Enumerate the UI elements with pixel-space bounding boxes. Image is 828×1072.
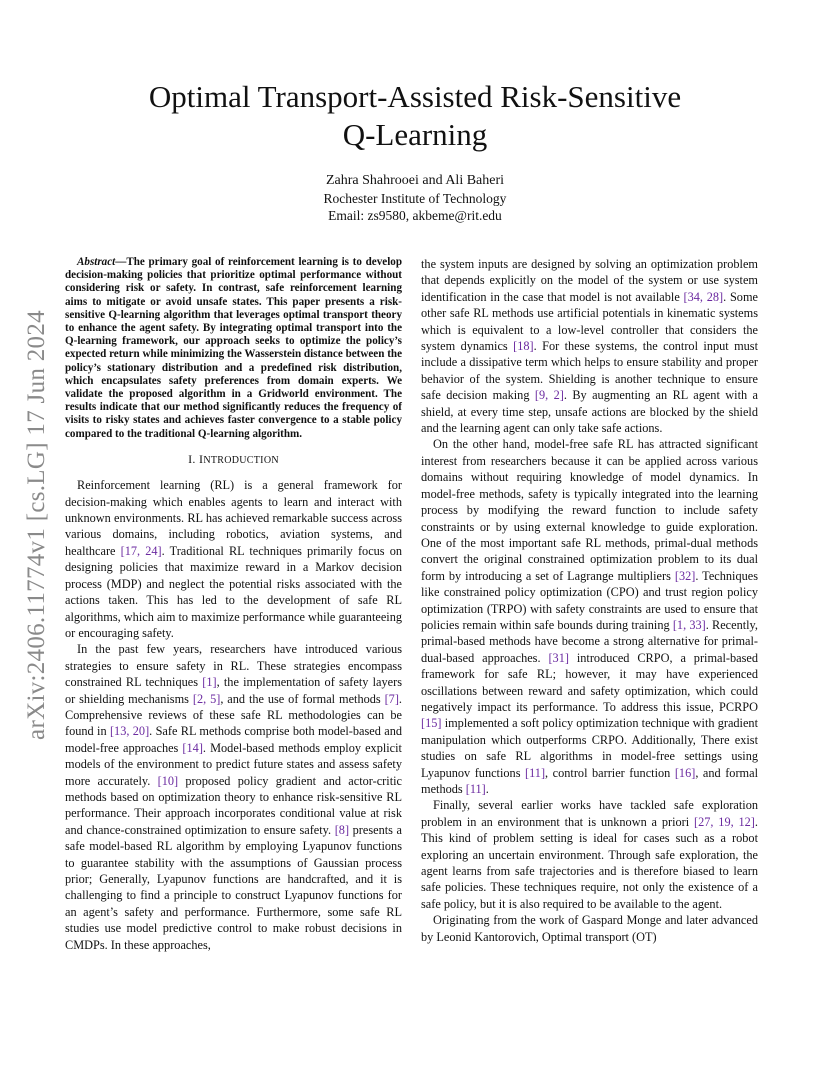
right-body-text [421,256,758,945]
citation-link[interactable]: [15] [421,716,442,731]
citation-link[interactable]: [10] [157,773,179,788]
paragraph-text: Originating from the work of Gaspard Monge and later advanced by Leonid Kantorovich, Optimal transport (OT) [421,913,758,944]
citation-link[interactable]: [32] [674,568,696,583]
citation-link[interactable]: [2, 5] [192,691,221,706]
paragraph-text: introduced CRPO, a primal-based framework for safe RL; however, it may have experienced oscillations between reward and safety optimization, which could negatively impact its performance. To address this issue, PCRPO [421,650,758,714]
citation-link[interactable]: [13, 20] [109,724,150,739]
citation-link[interactable]: [1] [202,675,217,690]
paragraph [421,256,758,436]
email: Email: zs9580, akbeme@rit.edu [328,208,502,223]
paragraph-text: . [485,782,489,796]
abstract [65,256,402,441]
citation-link[interactable]: [11] [465,782,486,796]
title-line-1: Optimal Transport-Assisted Risk-Sensitive [148,79,682,114]
paragraph-text: . Some other safe RL methods use artificial potentials in kinematic systems which is equivalent to a low-level controller that considers the system dynamics [421,289,758,354]
arxiv-identifier: arXiv:2406.11774v1 [cs.LG] 17 Jun 2024 [23,310,50,740]
citation-link[interactable]: [27, 19, 12] [694,814,755,829]
paragraph-text: . By augmenting an RL agent with a shield, at every time step, unsafe actions are blocked by the shield and the learning agent can only take safe actions. [421,388,758,436]
section-title-rest: NTRODUCTION [203,454,279,466]
citation-link[interactable]: [18] [513,339,534,354]
abstract-text: —The primary goal of reinforcement learning is to develop decision-making policies that prioritize optimal performance without considering risk or safety. In contrast, safe reinforcement learning aims to mitigate or avoid unsafe states. This paper presents a risk-sensitive Q-learning algorithm that leverages optimal transport theory to enhance the agent safety. By integrating optimal transport into the Q-learning framework, our approach seeks to optimize the policy’s expected return while minimizing the Wasserstein distance between the policy’s stationary distribution and a predefined risk distribution, which encapsulates safety preferences from domain experts. We validate the proposed algorithm in a Gridworld environment. The results indicate that our method significantly reduces the frequency of visits to risky states and achieves faster convergence to a stable policy compared to the traditional Q-learning algorithm. [65,256,402,440]
paragraph-text: . For these systems, the control input must include a dissipative term which helps to ensure stability and proper behavior of the system. Shielding is another technique to ensure safe decision making [421,339,759,403]
paragraph-text: Reinforcement learning (RL) is a general framework for decision-making which enables agents to learn and interact with unknown environments. RL has achieved remarkable success across various domains, including robotics, aviation systems, and healthcare [65,478,402,558]
paragraph [421,436,758,797]
paragraph-text: . Techniques like constrained policy optimization (CPO) and trust region policy optimization (TRPO) with safety constraints are used to ensure that policies remain within safe bounds during training [421,568,759,632]
section-title-initial: I [199,451,204,466]
paragraph-text: . Recently, primal-based methods have become a strong alternative for primal-dual-based approaches. [421,617,758,665]
paragraph-text: implemented a soft policy optimization technique with gradient manipulation which outperforms CRPO. Additionally, There exist studies on safe RL algorithms in model-free settings using Lyapunov functions [421,716,758,780]
arxiv-identifier-stamp [22,290,52,760]
paragraph [421,797,758,912]
paragraph-text: presents a safe model-based RL algorithm by employing Lyapunov functions to guarantee stability with the assumptions of Gaussian process prior; Generally, Lyapunov functions are handcrafted, and it is challenging to find a principle to construct Lyapunov functions for an agent’s safety and performance. Furthermore, some safe RL studies use model predictive control to make robust decisions in CMDPs. In these approaches, [65,822,402,952]
left-body-text [65,477,402,953]
paragraph-text: . This kind of problem setting is ideal for cases such as a robot exploring an uncertain environment. Through safe exploration, the agent learns from safe trajectories and is therefore biased to learn safe policies. These techniques require, not only the existence of a safe policy, but it is also required to be available to the agent. [421,814,758,911]
paragraph [65,641,402,953]
paragraph-text: , control barrier function [545,765,675,780]
paragraph-text: the system inputs are designed by solving an optimization problem that depends explicitly on the model of the system or use system identification in the case that model is not available [421,257,758,304]
citation-link[interactable]: [17, 24] [120,543,162,558]
citation-link[interactable]: [34, 28] [683,289,724,304]
author-names: Zahra Shahrooei and Ali Baheri [325,173,505,188]
section-heading [65,451,402,469]
section-number: I. [188,451,196,466]
citation-link[interactable]: [1, 33] [672,617,706,632]
right-column [421,256,758,945]
citation-link[interactable]: [9, 2] [534,388,564,403]
title-line-2: Q-Learning [342,117,488,152]
citation-link[interactable]: [7] [384,691,399,706]
paragraph-text: In the past few years, researchers have introduced various strategies to ensure safety in RL. These strategies encompass constrained RL techniques [65,642,402,690]
citation-link[interactable]: [31] [548,650,569,665]
author-block [200,172,630,224]
paragraph-text: . Model-based methods employ explicit models of the environment to predict future states and assess safety more accurately. [65,740,402,788]
paper-title [100,78,730,154]
paragraph-text: . Safe RL methods comprise both model-based and model-free approaches [65,724,402,755]
citation-link[interactable]: [8] [334,822,350,837]
paragraph [421,912,758,945]
left-column [65,256,402,953]
paragraph-text: , and the use of formal methods [220,691,385,706]
paragraph-text: proposed policy gradient and actor-critic methods based on optimization theory to enhance risk-sensitive RL performance. Their approach incorporates conditional value at risk and chance-constrained optimization to ensure safety. [65,773,402,837]
paragraph-text: , and formal methods [421,765,758,796]
paragraph-text: On the other hand, model-free safe RL has attracted significant interest from researchers because it can be applied across various domains without requiring knowledge of model dynamics. In model-free methods, safety is typically integrated into the learning process by modifying the reward function to include safety constraints or by using external knowledge to guide exploration. One of the most important safe RL methods, primal-dual methods convert the original constrained optimization problem to its dual form by introducing a set of Lagrange multipliers [421,437,758,583]
paragraph-text: . Comprehensive reviews of these safe RL methodologies can be found in [65,691,402,739]
citation-link[interactable]: [14] [182,740,203,755]
paragraph [65,477,402,641]
citation-link[interactable]: [11] [525,765,546,780]
affiliation: Rochester Institute of Technology [323,191,507,206]
paragraph-text: . Traditional RL techniques primarily focus on designing policies that maximize reward in a Markov decision process (MDP) and neglect the potential risks associated with the actions taken. This has led to the development of safe RL algorithms, which aim to maximize performance while guaranteeing or encouraging safety. [65,543,403,640]
paragraph-text: Finally, several earlier works have tackled safe exploration problem in an environment that is unknown a priori [421,798,758,829]
abstract-label: Abstract [77,256,116,268]
citation-link[interactable]: [16] [674,765,696,780]
paragraph-text: , the implementation of safety layers or shielding mechanisms [65,675,402,706]
